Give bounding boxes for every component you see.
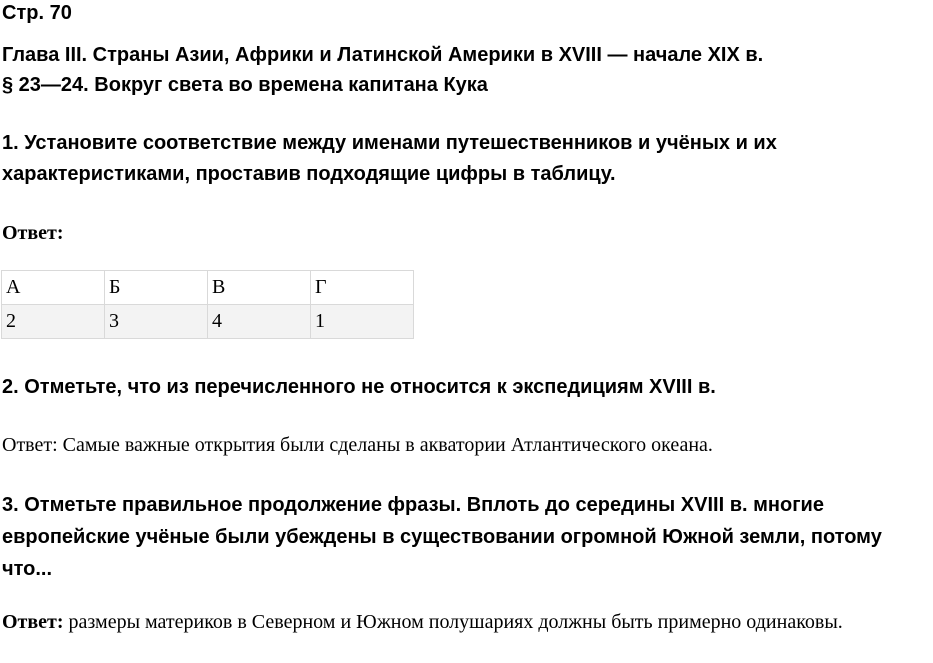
question-3: 3. Отметьте правильное продолжение фразы. Вплоть до середины XVIII в. многие европейские учёные были убеждены в существовании огромной Южной земли, потому что... — [2, 494, 882, 580]
table-header-row — [2, 271, 414, 305]
answer-2: Ответ: Самые важные открытия были сделаны в акватории Атлантического океана. — [2, 434, 713, 456]
table-value-cell: 1 — [311, 305, 414, 339]
table-header-cell: Б — [105, 271, 208, 305]
table-header-cell: В — [208, 271, 311, 305]
question-1: 1. Установите соответствие между именами путешественников и учёных и их характеристиками, проставив подходящие цифры в таблицу. — [2, 132, 777, 185]
page-number: Стр. 70 — [2, 2, 72, 24]
table-header-cell: Г — [311, 271, 414, 305]
question-2: 2. Отметьте, что из перечисленного не относится к экспедициям XVIII в. — [2, 376, 716, 398]
table-value-cell: 2 — [2, 305, 105, 339]
answer-3 — [2, 609, 927, 636]
answer-label-3: Ответ: — [2, 611, 64, 633]
answer-text-3: размеры материков в Северном и Южном полушариях должны быть примерно одинаковы. — [63, 611, 843, 633]
table-value-cell: 3 — [105, 305, 208, 339]
table-value-cell: 4 — [208, 305, 311, 339]
table-header-cell: А — [2, 271, 105, 305]
answer-table — [1, 270, 414, 339]
chapter-title: Глава III. Страны Азии, Африки и Латинской Америки в XVIII — начале XIX в. — [2, 44, 764, 66]
table-value-row — [2, 305, 414, 339]
answer-label-1: Ответ: — [2, 222, 64, 244]
section-title: § 23—24. Вокруг света во времена капитана Кука — [2, 74, 488, 96]
